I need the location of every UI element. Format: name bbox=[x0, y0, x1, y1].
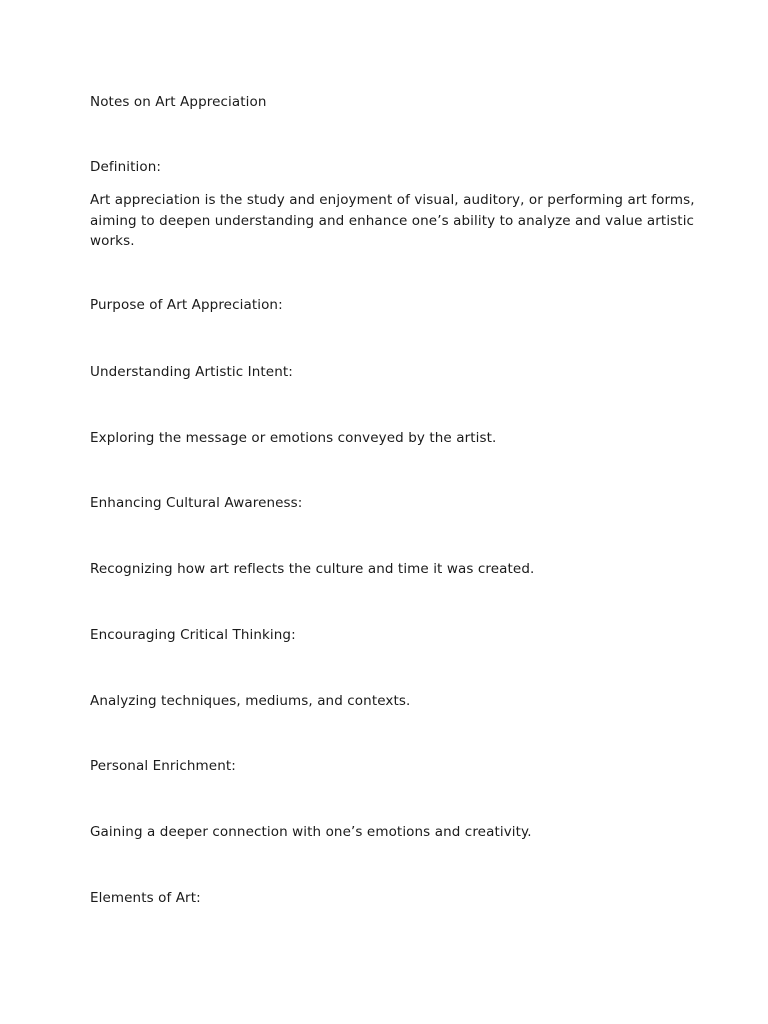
item-heading: Encouraging Critical Thinking: bbox=[90, 627, 296, 643]
item-text: Gaining a deeper connection with one’s emotions and creativity. bbox=[90, 824, 532, 840]
purpose-heading: Purpose of Art Appreciation: bbox=[90, 297, 283, 313]
document-title: Notes on Art Appreciation bbox=[90, 94, 267, 110]
definition-line: works. bbox=[90, 233, 135, 249]
definition-line: Art appreciation is the study and enjoyment of visual, auditory, or performing art forms, bbox=[90, 192, 695, 208]
item-text: Recognizing how art reflects the culture and time it was created. bbox=[90, 561, 535, 577]
item-text: Analyzing techniques, mediums, and contexts. bbox=[90, 693, 411, 709]
item-heading: Personal Enrichment: bbox=[90, 758, 236, 774]
item-heading: Understanding Artistic Intent: bbox=[90, 364, 293, 380]
definition-paragraph bbox=[90, 190, 695, 252]
definition-heading: Definition: bbox=[90, 159, 162, 175]
elements-heading: Elements of Art: bbox=[90, 890, 201, 906]
item-heading: Enhancing Cultural Awareness: bbox=[90, 495, 303, 511]
item-text: Exploring the message or emotions conveyed by the artist. bbox=[90, 430, 497, 446]
definition-line: aiming to deepen understanding and enhance one’s ability to analyze and value artistic bbox=[90, 212, 695, 229]
